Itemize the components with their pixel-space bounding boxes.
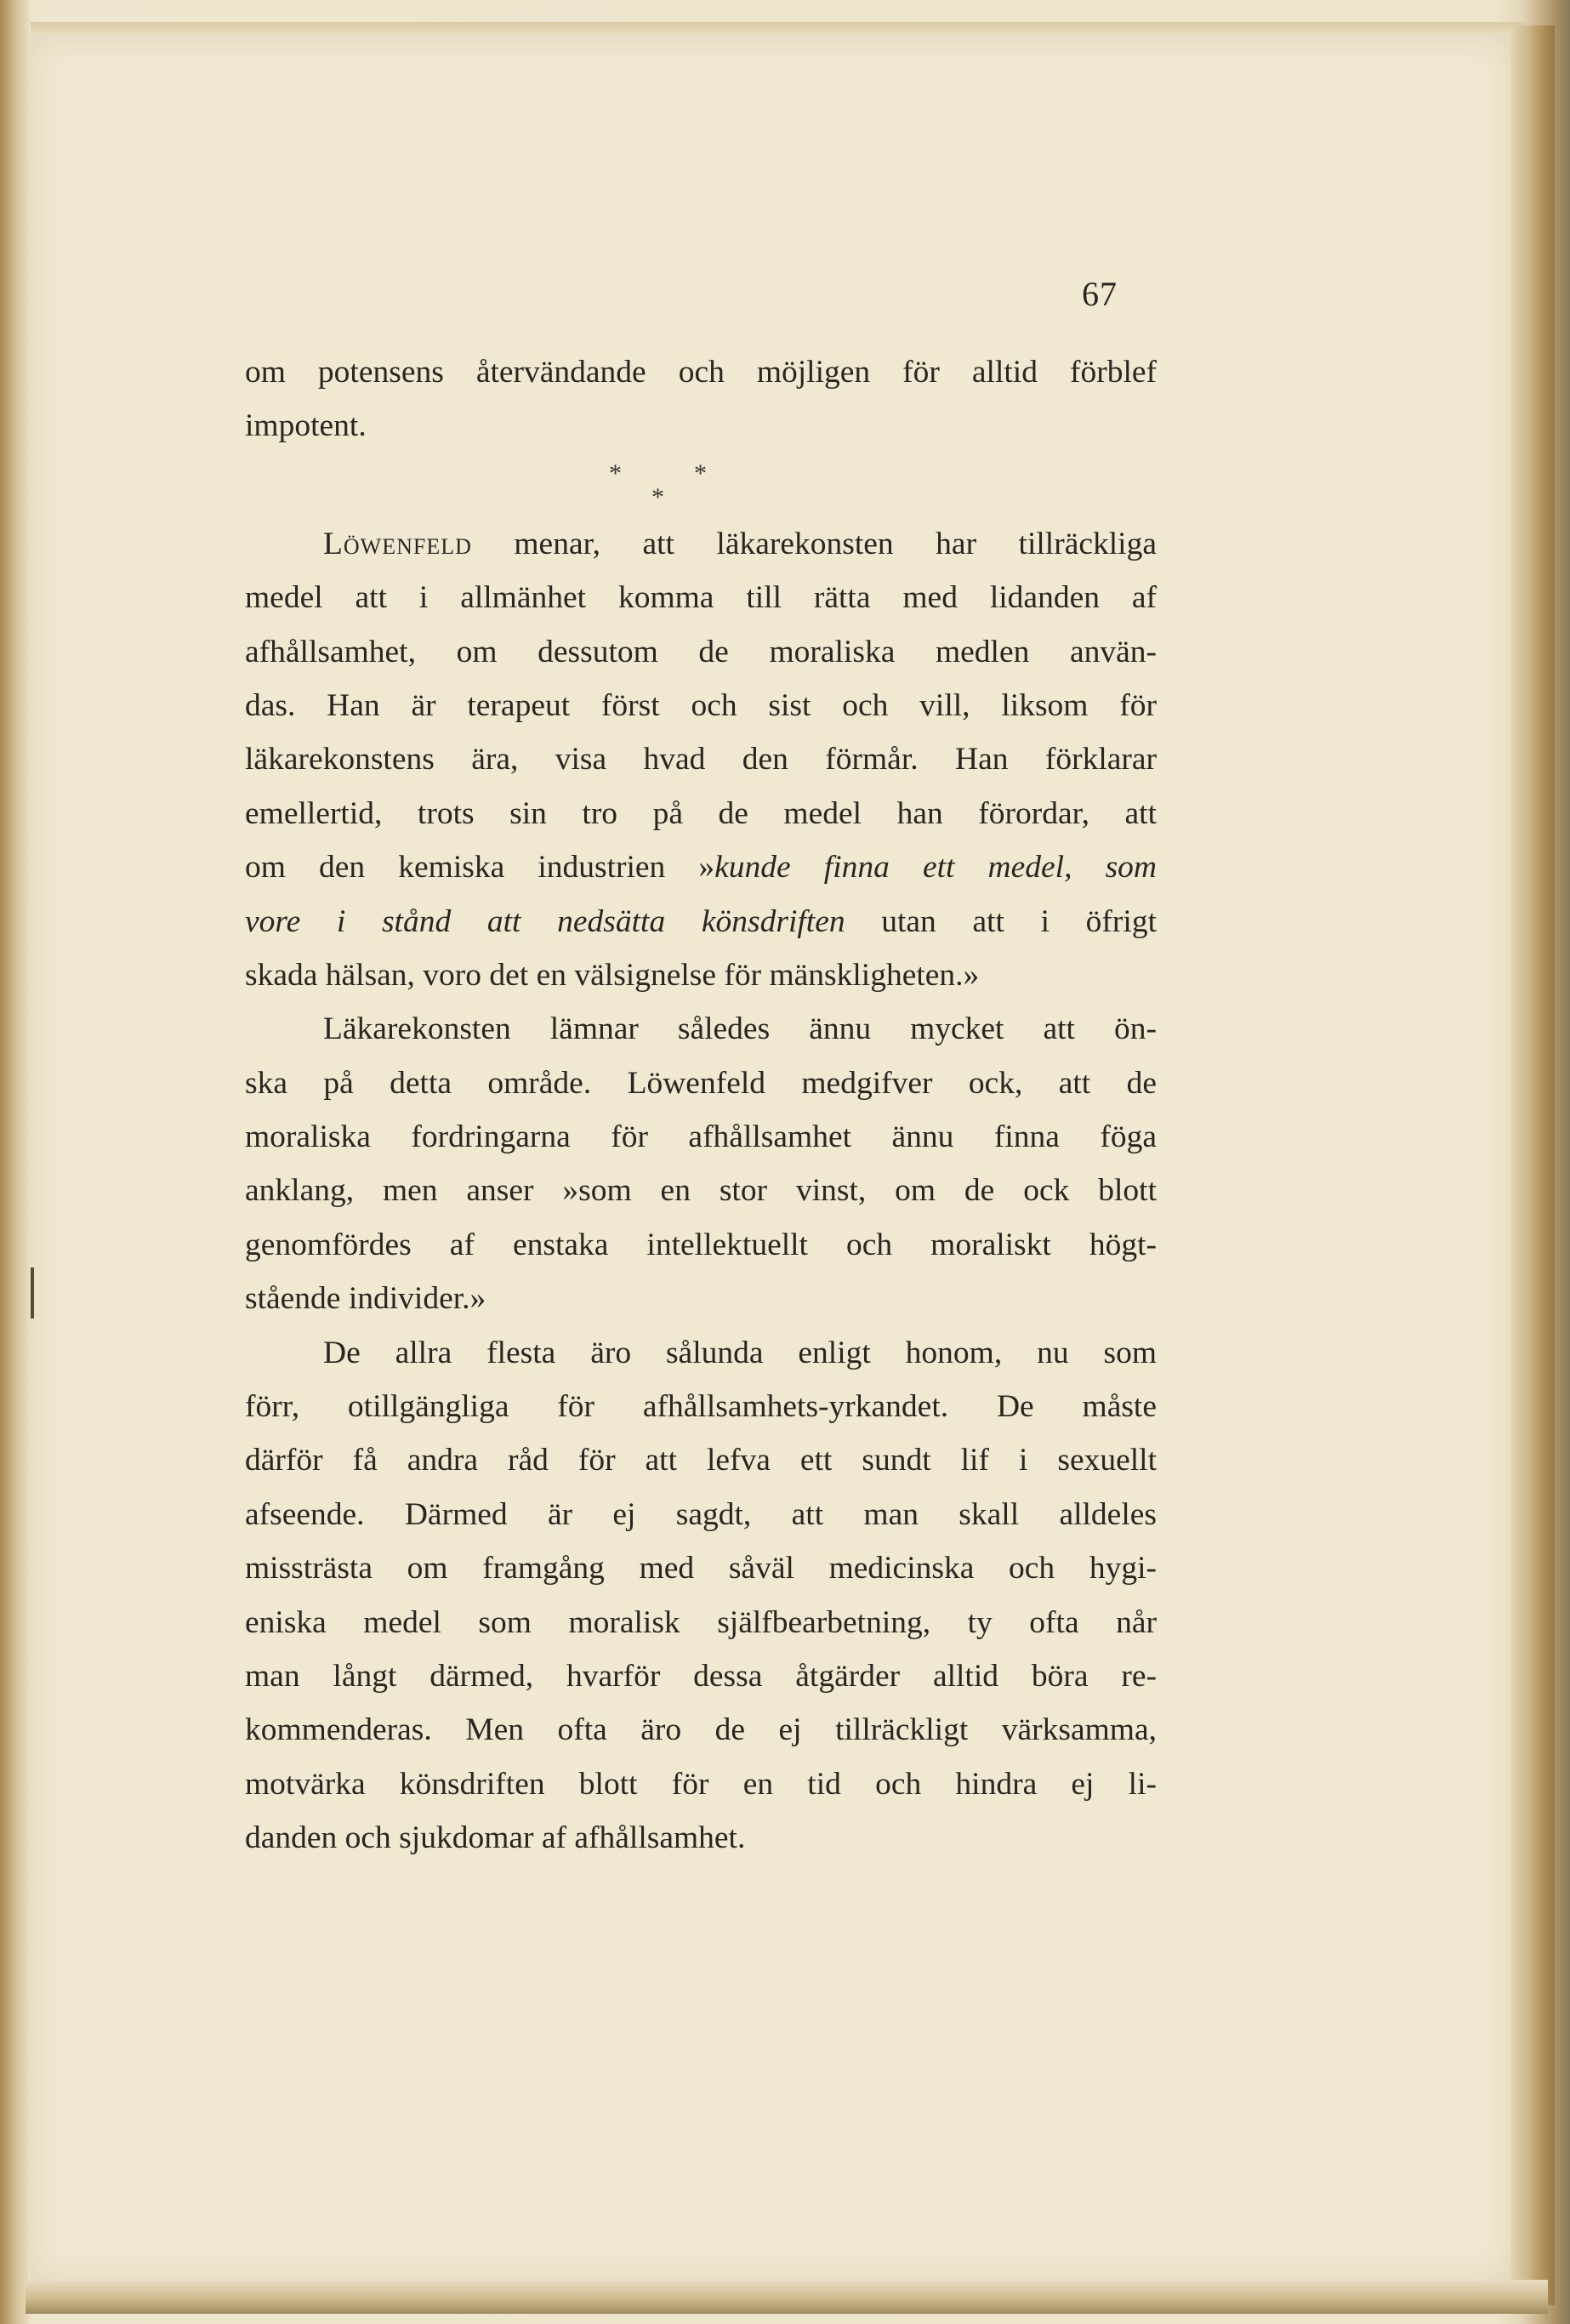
text-line: moraliska fordringarna för afhållsamhet ännu finna föga bbox=[245, 1119, 1157, 1155]
page-right-edge bbox=[1510, 26, 1555, 2305]
binding-thread-mark bbox=[31, 1267, 34, 1319]
body-text bbox=[245, 345, 1157, 1865]
page-bottom-edge bbox=[26, 2280, 1548, 2314]
text-line: anklang, men anser »som en stor vinst, om de ock blott bbox=[245, 1173, 1157, 1209]
text-line: skada hälsan, voro det en välsignelse för mänskligheten.» bbox=[245, 957, 980, 993]
text-line: De allra flesta äro sålunda enligt honom, nu som bbox=[323, 1335, 1157, 1370]
author-name: Löwenfeld bbox=[323, 526, 472, 561]
text-line: om potensens återvändande och möjligen för alltid förblef bbox=[245, 355, 1157, 390]
asterisk: * bbox=[651, 482, 664, 511]
asterisk: * bbox=[694, 459, 707, 487]
book-spine-edge bbox=[0, 0, 29, 2324]
text-line: därför få andra råd för att lefva ett sundt lif i sexuellt bbox=[245, 1443, 1157, 1478]
text-line: Löwenfeld menar, att läkarekonsten har tillräckliga bbox=[323, 526, 1157, 561]
page-number: 67 bbox=[1082, 275, 1118, 313]
text-line: das. Han är terapeut först och sist och vill, liksom för bbox=[245, 687, 1157, 723]
text-line: vore i stånd att nedsätta könsdriften utan att i öfrigt bbox=[245, 903, 1157, 939]
text-line: missträsta om framgång med såväl medicinska och hygi- bbox=[245, 1551, 1157, 1586]
section-asterism bbox=[245, 453, 1157, 517]
text-line: medel att i allmänhet komma till rätta med lidanden af bbox=[245, 580, 1157, 616]
asterisk: * bbox=[609, 459, 622, 487]
text-line: genomfördes af enstaka intellektuellt och moraliskt högt- bbox=[245, 1227, 1157, 1262]
text-line: danden och sjukdomar af afhållsamhet. bbox=[245, 1820, 746, 1856]
text-line: impotent. bbox=[245, 408, 367, 444]
text-line: förr, otillgängliga för afhållsamhets-yrkandet. De måste bbox=[245, 1389, 1157, 1425]
text-line: ska på detta område. Löwenfeld medgifver ock, att de bbox=[245, 1065, 1157, 1101]
text-line: afseende. Därmed är ej sagdt, att man skall alldeles bbox=[245, 1496, 1157, 1532]
text-line: motvärka könsdriften blott för en tid och hindra ej li- bbox=[245, 1766, 1157, 1802]
text-line: man långt därmed, hvarför dessa åtgärder alltid böra re- bbox=[245, 1658, 1157, 1694]
text-line: eniska medel som moralisk själfbearbetning, ty ofta når bbox=[245, 1604, 1157, 1640]
text-line: kommenderas. Men ofta äro de ej tillräckligt värksamma, bbox=[245, 1712, 1157, 1748]
text-line: afhållsamhet, om dessutom de moraliska medlen använ- bbox=[245, 634, 1157, 669]
italic-quote: kunde finna ett medel, som bbox=[714, 850, 1157, 886]
text-line: om den kemiska industrien »kunde finna ett medel, som bbox=[245, 850, 1157, 886]
italic-quote: vore i stånd att nedsätta könsdriften bbox=[245, 903, 845, 939]
text-line: stående individer.» bbox=[245, 1281, 486, 1317]
text-line: läkarekonstens ära, visa hvad den förmår. Han förklarar bbox=[245, 742, 1157, 778]
text-line: emellertid, trots sin tro på de medel han förordar, att bbox=[245, 795, 1157, 831]
text-line: Läkarekonsten lämnar således ännu mycket att ön- bbox=[323, 1011, 1157, 1047]
